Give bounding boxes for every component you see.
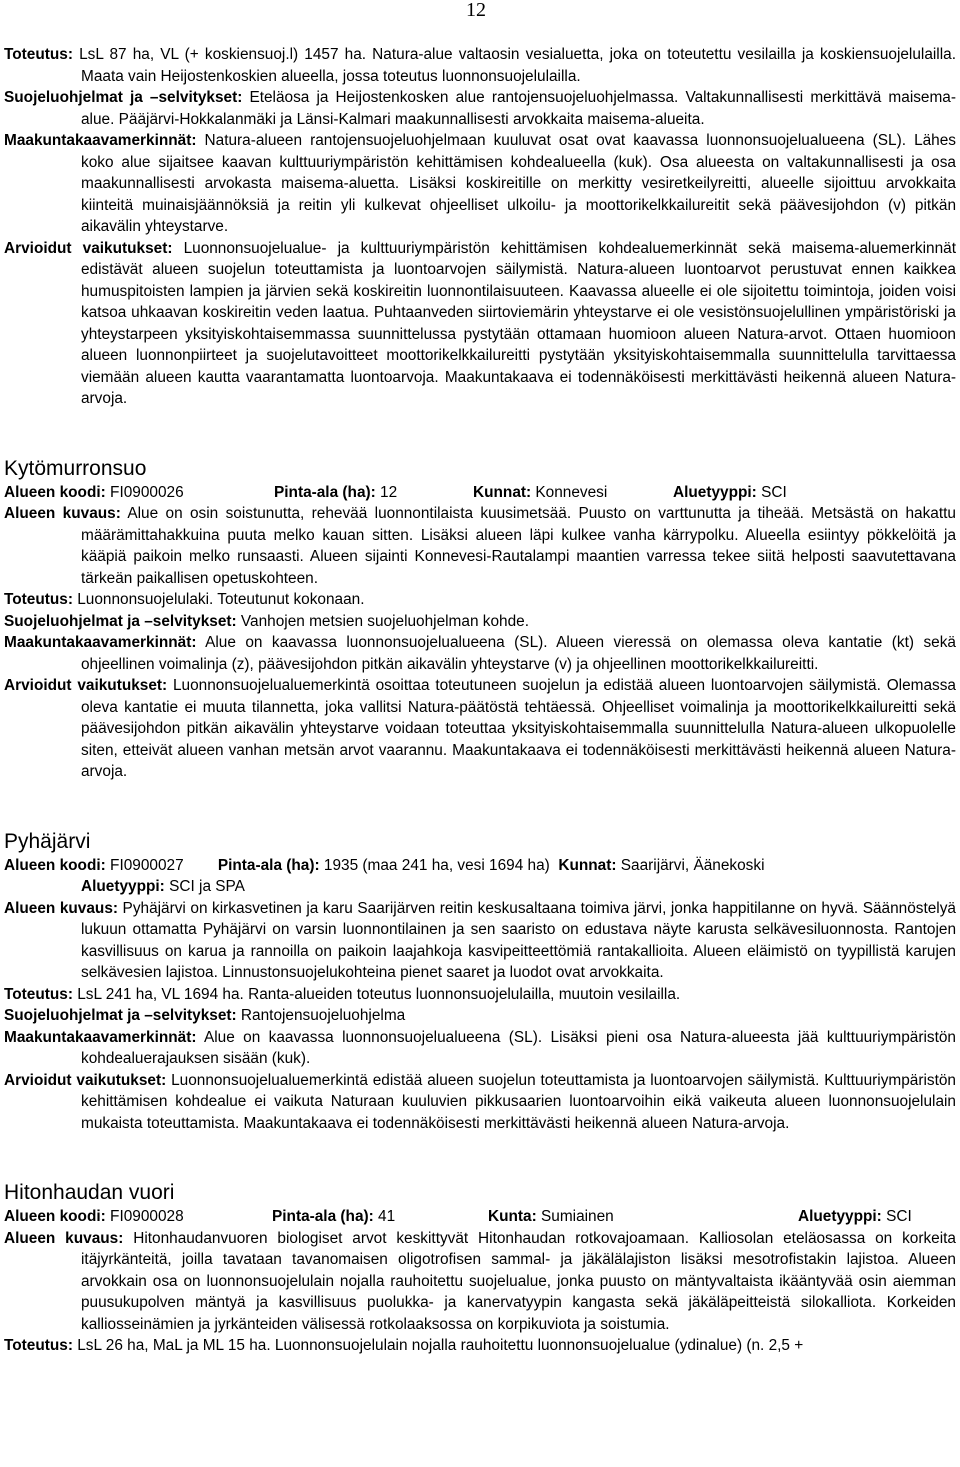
site-kuvaus: Alueen kuvaus: Hitonhaudanvuoren biologiset arvot keskittyvät Hitonhaudan rotkovajoamaan. Kalliosolan eteläosassa on korkeita itäjyrkänteitä, joilla tavataan tavanomaisen oligotrofisen sammal- ja jäkälälajiston lisäksi mesotrofistakin lajistoa. Alueen arvokkain osa on luonnonsuojelulain nojalla rauhoitettu suojelualue, jonka puusto on mäntyvaltaista ikääntyvää osin aiemman puusukupolven mäntyä ja kasvillisuus puolukka- ja kanervatyypin kangasta sekä jäkäläpeitteistä silokalliota. Korkeiden kalliosseinämien ja jyrkänteiden välisessä rotkolaaksossa on korpikuviota ja soistumia. (4, 1229, 956, 1333)
site-maakunta: Maakuntakaavamerkinnät: Alue on kaavassa luonnonsuojelualueena (SL). Alueen vieressä on olemassa oleva kantatie (kt) sekä ohjeellinen voimalinja (z), päävesijohdon pitkän aikavälin yhteystarve (v) ja ohjeellinen moottorikelkkailureitti. (4, 634, 956, 673)
site-section-pyhajarvi (4, 829, 956, 1135)
site-kuvaus: Alueen kuvaus: Pyhäjärvi on kirkasvetinen ja karu Saarijärven reitin keskusaltaana toimiva järvi, jonka happitilanne on hyvä. Säännöstelyä lukuun ottamatta Pyhäjärvi on varsin luonnontilainen ja sen saaristo on edustava näyte karusta selkävesiluonnosta. Rantojen kasvillisuus on karua ja rannoilla on paikoin laajahkoja kasvipeitteettömiä rantakallioita. Alueen eläimistö on tyypillistä karujen selkävesien lajistoa. Linnustonsuojelukohteina pienet saaret ja luodot ovat arvokkaita. (4, 899, 956, 981)
site-toteutus: Toteutus: LsL 26 ha, MaL ja ML 15 ha. Luonnonsuojelulain nojalla rauhoitettu luonnonsuojelualue (ydinalue) (n. 2,5 + (4, 1337, 804, 1354)
document-body (4, 44, 956, 1357)
field-label: Toteutus: (4, 46, 73, 63)
intro-toteutus (4, 44, 956, 87)
site-suojelu: Suojeluohjelmat ja –selvitykset: Rantojensuojeluohjelma (4, 1007, 406, 1024)
meta-area: Pinta-ala (ha): 41 (272, 1208, 396, 1225)
site-title: Kytömurronsuo (4, 456, 147, 480)
meta-type: Aluetyyppi: SCI (798, 1208, 912, 1225)
meta-municipality: Kunnat: Konnevesi (473, 483, 608, 501)
intro-section (4, 44, 956, 410)
site-toteutus: Toteutus: Luonnonsuojelulaki. Toteutunut kokonaan. (4, 591, 365, 608)
field-text: Luonnonsuojelualue- ja kulttuuriympäristön kehittämisen kohdealuemerkinnät sekä maisema-aluemerkinnät edistävät alueen suojelun toteuttamista ja luontoarvojen säilymistä. Natura-alueen luontoarvot perustuvat ennen kaikkea humuspitoisten lampien ja järvien sekä koskireitin luonnontilaisuuteen. Kaavassa alueelle ei ole sijoitettu toimintoja, joiden voisi katsoa uhkaavan koskireitin veden laatua. Puhtaanveden siirtoviemärin yhteystarve ei ole vesistönsuojelullinen ympäristöriski ja yhteystarpeen yksityiskohtaisemmassa suunnittelussa pystytään ottamaan huomioon alueen Natura-arvot. Ottaen huomioon alueen luonnonpiirteet ja suojelutavoitteet moottorikelkkailureitti pystytään yksityiskohtaisemmalla suunnittelulla tarvittaessa viemään alueen kautta vaarantamatta luontoarvoja. Maakuntakaava ei todennäköisesti merkittävästi heikennä alueen Natura-arvoja. (81, 239, 956, 407)
field-text: Natura-alueen rantojensuojeluohjelmaan kuuluvat osat ovat kaavassa luonnonsuojelualueena (SL). Lähes koko alue sijaitsee kaavan kulttuuriympäristön kehittämisen kohdealueella (kuk). Osa alueesta on valtakunnallisesti ja osa maakunnallisesti arvokasta maisema-aluetta. Lisäksi koskireitille on merkitty vesiretkeilyreitti, alueelle sijoittuu arvokkaita kiinteitä muinaisjäännöksiä ja reitin yli kulkevat ohjeelliset ulkoilu- ja moottorikelkkailureitit sekä päävesijohdon (v) pitkän aikavälin yhteystarve. (81, 132, 956, 235)
site-section-kytomurronsuo (4, 456, 956, 783)
site-arvioidut: Arvioidut vaikutukset: Luonnonsuojelualuemerkintä osoittaa toteutuneen suojelun ja edistää alueen luontoarvojen säilymistä. Olemassa oleva kantatie ei muuta tilannetta, joka vallitsi Natura-päätöstä tehtäessä. Ohjeelliset voimalinja ja moottorikelkkailureitti sekä päävesijohdon pitkän aikavälin yhteystarve voidaan toteuttaa yksityiskohtaisemmalla suunnittelulla Natura-alueen ulkopuolelle siten, etteivät alueen vanhan metsän arvot vaarannu. Maakuntakaava ei todennäköisesti merkittävästi heikennä alueen Natura-arvoja. (4, 677, 956, 780)
intro-maakunta (4, 130, 956, 238)
meta-code: Alueen koodi: FI0900026 (4, 483, 184, 501)
field-text: LsL 87 ha, VL (+ koskiensuoj.l) 1457 ha. Natura-alue valtaosin vesialuetta, joka on toteutettu vesilailla ja koskiensuojelulailla. Maata vain Heijostenkoskien alueella, jossa toteutus luonnonsuojelulailla. (72, 46, 956, 85)
site-section-hitonhaudan-vuori (4, 1180, 956, 1357)
meta-type: Aluetyyppi: SCI (673, 483, 787, 501)
site-meta: Alueen koodi: FI0900027 Pinta-ala (ha): 1935 (maa 241 ha, vesi 1694 ha) Kunnat: Saarijärvi, Äänekoski Aluetyyppi: SCI ja SPA (4, 856, 765, 895)
site-suojelu: Suojeluohjelmat ja –selvitykset: Vanhojen metsien suojeluohjelman kohde. (4, 612, 529, 630)
site-title: Hitonhaudan vuori (4, 1181, 175, 1204)
intro-suojelu (4, 87, 956, 130)
meta-code: Alueen koodi: FI0900028 (4, 1208, 184, 1225)
meta-area: Pinta-ala (ha): 12 (274, 483, 398, 501)
field-label: Maakuntakaavamerkinnät: (4, 132, 197, 149)
site-kuvaus: Alueen kuvaus: Alue on osin soistunutta, rehevää luonnontilaista kuusimetsää. Puusto on varttunutta ja tiheää. Metsästä on hakattu määrämittahakkuina puuta melko kauan sitten. Lisäksi alueen läpi kulkee vanha kärrypolku. Alueella esiintyy pökkelöitä ja kääpiä paikoin melko runsaasti. Alueen sijainti Konnevesi-Rautalampi maantien varressa tekee siitä helposti saavutettavana tärkeän paikallisen opetuskohteen. (4, 505, 956, 587)
page-number: 12 (466, 0, 486, 21)
site-arvioidut: Arvioidut vaikutukset: Luonnonsuojelualuemerkintä edistää alueen suojelun toteuttamista ja luontoarvojen säilymistä. Kulttuuriympäristön kehittämisen kohdealue ei vaikuta Naturaan kuuluvien pikkusaarien luontoarvoihin eikä vaikeuta alueen luonnonsuojelulain mukaista toteuttamista. Maakuntakaava ei todennäköisesti merkittävästi heikennä alueen Natura-arvoja. (4, 1071, 956, 1132)
intro-arvioidut (4, 238, 956, 410)
meta-municipality: Kunta: Sumiainen (488, 1208, 614, 1225)
site-title: Pyhäjärvi (4, 829, 91, 853)
site-toteutus: Toteutus: LsL 241 ha, VL 1694 ha. Ranta-alueiden toteutus luonnonsuojelulailla, muutoin vesilailla. (4, 985, 681, 1003)
site-meta (4, 482, 956, 504)
field-label: Arvioidut vaikutukset: (4, 239, 173, 257)
site-meta (4, 1206, 956, 1228)
field-text: Eteläosa ja Heijostenkosken alue rantojensuojeluohjelmassa. Valtakunnallisesti merkittävä maisema-alue. Pääjärvi-Hokkalanmäki ja Länsi-Kalmari maakunnallisesti arvokkaita maisema-alueita. (81, 89, 956, 128)
field-label: Suojeluohjelmat ja –selvitykset: (4, 89, 243, 106)
site-maakunta: Maakuntakaavamerkinnät: Alue on kaavassa luonnonsuojelualueena (SL). Lisäksi pieni osa Natura-alueesta jää kulttuuriympäristön kohdealuerajauksen sisään (kuk). (4, 1028, 956, 1067)
